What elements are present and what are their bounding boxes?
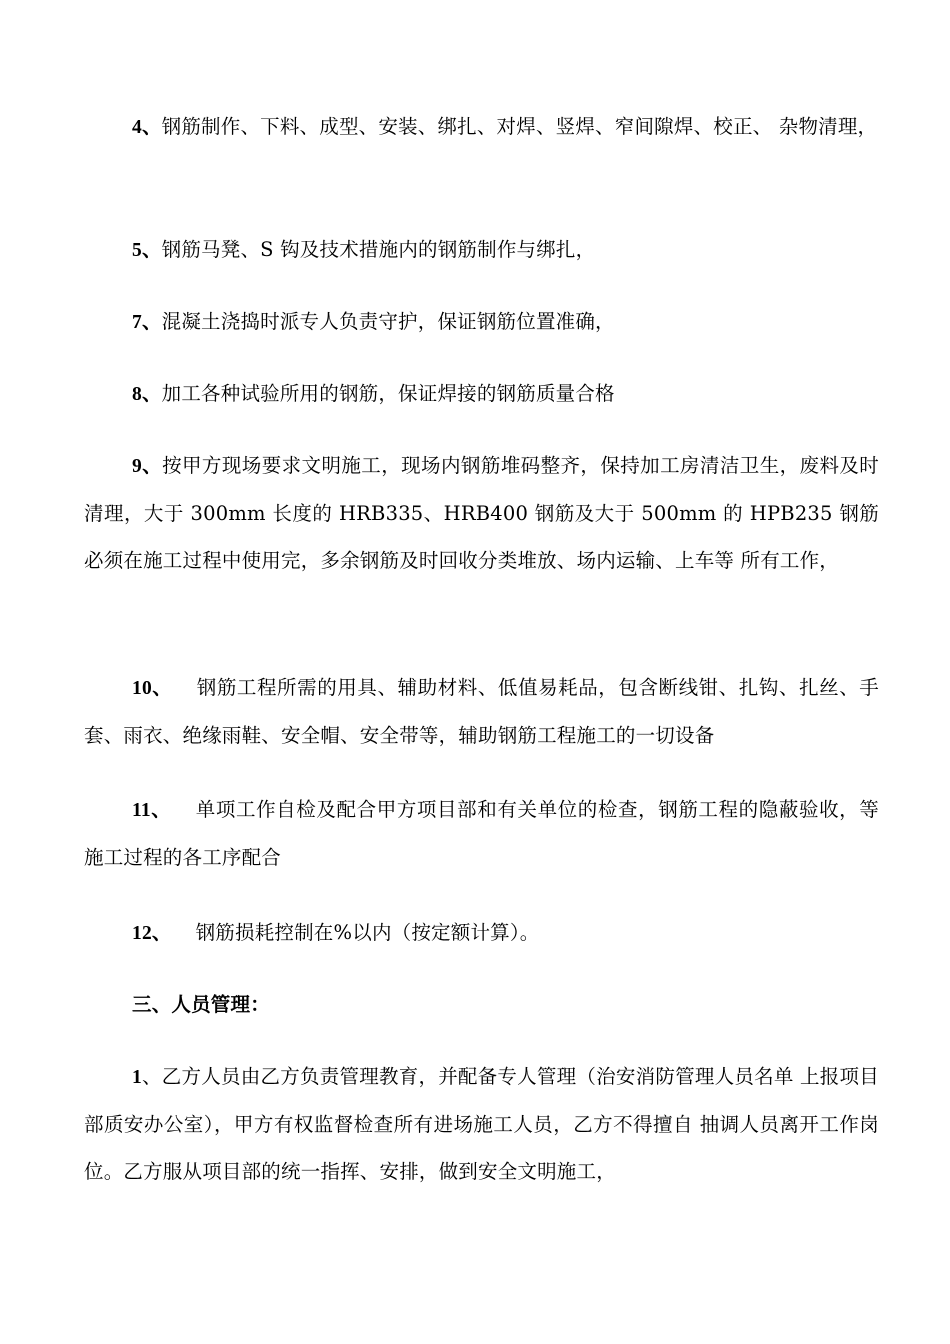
clause-number: 1 <box>132 1067 142 1088</box>
clause-4 <box>84 103 879 151</box>
personnel-clause-1 <box>84 1053 879 1195</box>
clause-text: 钢筋工程所需的用具、辅助材料、低值易耗品，包含断线钳、扎钩、扎丝、手套、雨衣、绝缘雨鞋、安全帽、安全带等，辅助钢筋工程施工的一切设备 <box>84 676 879 747</box>
clause-text: 乙方人员由乙方负责管理教育，并配备专人管理（治安消防管理人员名单 上报项目部质安办公室），甲方有权监督检查所有进场施工人员，乙方不得擅自 抽调人员离开工作岗位。乙方服从项目部的统一指挥、安排，做到安全文明施工， <box>84 1065 879 1183</box>
clause-separator: 、 <box>151 923 172 944</box>
clause-number: 8 <box>132 384 142 405</box>
clause-number: 10 <box>132 678 152 699</box>
clause-number: 4 <box>132 117 142 138</box>
clause-5 <box>84 226 879 274</box>
clause-text: 混凝土浇捣时派专人负责守护，保证钢筋位置准确， <box>161 310 615 333</box>
clause-text: 钢筋损耗控制在%以内（按定额计算）。 <box>195 921 540 944</box>
clause-text: 钢筋制作、下料、成型、安装、绑扎、对焊、竖焊、窄间隙焊、校正、 杂物清理， <box>161 115 878 138</box>
clause-separator: 、 <box>151 678 173 699</box>
clause-text: 钢筋马凳、S 钩及技术措施内的钢筋制作与绑扎， <box>161 238 596 261</box>
clause-separator: 、 <box>141 312 162 333</box>
clause-11 <box>84 786 879 881</box>
clause-number: 9 <box>132 456 142 477</box>
clause-separator: 、 <box>141 456 163 477</box>
clause-separator: 、 <box>141 117 162 138</box>
clause-number: 11 <box>132 800 151 821</box>
clause-text: 加工各种试验所用的钢筋，保证焊接的钢筋质量合格 <box>161 382 615 405</box>
clause-number: 5 <box>132 240 142 261</box>
clause-text: 按甲方现场要求文明施工，现场内钢筋堆码整齐，保持加工房清洁卫生，废料及时清理，大于 300mm 长度的 HRB335、HRB400 钢筋及大于 500mm 的 HPB235 钢筋必须在施工过程中使用完，多余钢筋及时回收分类堆放、场内运输、上车等 所有工作， <box>84 454 879 572</box>
clause-number: 12 <box>132 923 152 944</box>
clause-separator: 、 <box>141 240 162 261</box>
clause-separator: 、 <box>141 384 162 405</box>
clause-8 <box>84 370 879 418</box>
clause-12 <box>84 909 879 957</box>
clause-9 <box>84 442 879 584</box>
clause-7 <box>84 298 879 346</box>
clause-text: 单项工作自检及配合甲方项目部和有关单位的检查，钢筋工程的隐蔽验收，等施工过程的各工序配合 <box>84 798 879 869</box>
clause-separator: 、 <box>150 800 172 821</box>
clause-10 <box>84 664 879 759</box>
section-heading: 三、人员管理： <box>132 993 270 1016</box>
clause-number: 7 <box>132 312 142 333</box>
clause-separator: 、 <box>141 1065 162 1088</box>
